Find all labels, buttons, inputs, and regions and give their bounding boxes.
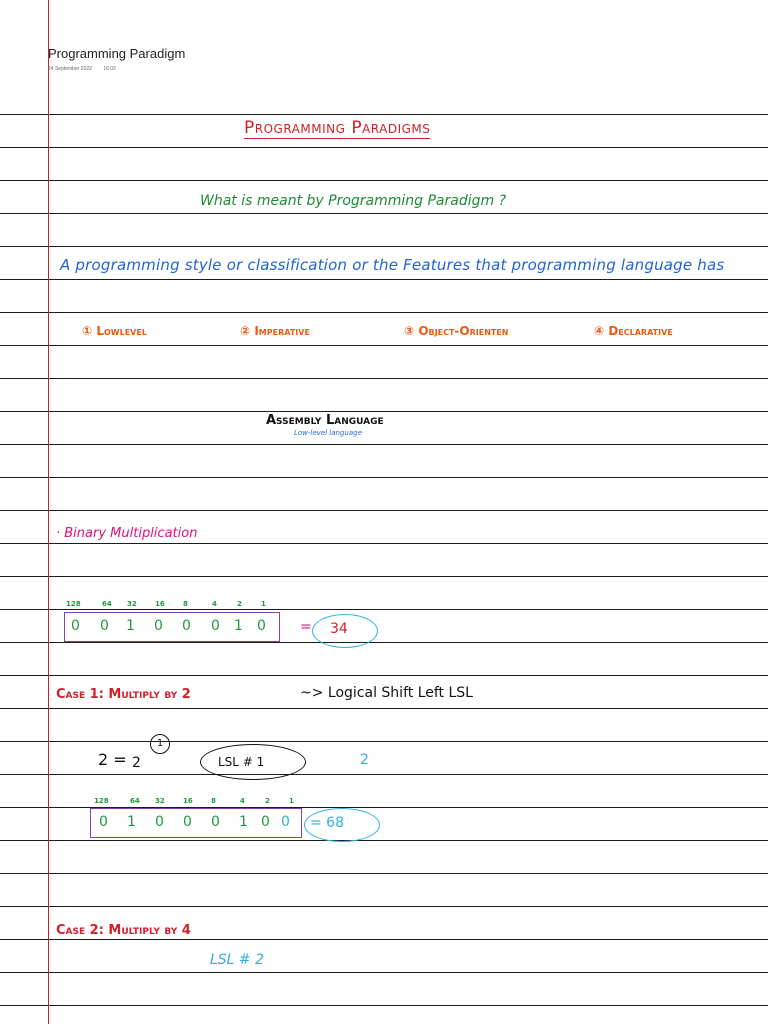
bit: 0 — [100, 618, 109, 634]
blue-two: 2 — [360, 752, 369, 768]
paradigm-item: ④ Declarative — [594, 324, 673, 338]
notes-heading: Programming Paradigms — [244, 118, 431, 138]
bit: 0 — [71, 618, 80, 634]
page-time: 16:02 — [103, 66, 116, 72]
notes-definition: A programming style or classification or the Features that programming language has — [60, 256, 725, 274]
bit: 1 — [239, 814, 248, 830]
place-value: 8 — [211, 797, 216, 805]
bit: 0 — [155, 814, 164, 830]
case1-label: Case 1: Multiply by 2 — [56, 687, 191, 702]
expo-base: 2 = — [98, 750, 127, 769]
place-values-row — [66, 600, 276, 610]
circled-exponent: 1 — [150, 734, 170, 754]
case1-description: ~> Logical Shift Left LSL — [300, 685, 473, 701]
place-value: 64 — [102, 600, 112, 608]
page-timestamp — [48, 66, 126, 72]
lsl1-text: LSL # 1 — [218, 755, 265, 769]
place-value: 2 — [265, 797, 270, 805]
place-value: 1 — [289, 797, 294, 805]
place-value: 2 — [237, 600, 242, 608]
place-value: 64 — [130, 797, 140, 805]
place-value: 32 — [155, 797, 165, 805]
bit: 0 — [281, 814, 290, 830]
bit: 0 — [261, 814, 270, 830]
bit: 0 — [99, 814, 108, 830]
bit: 0 — [211, 618, 220, 634]
lsl2-text: LSL # 2 — [210, 952, 265, 968]
binary-box-34 — [64, 612, 280, 642]
place-value: 16 — [155, 600, 165, 608]
bit: 0 — [182, 618, 191, 634]
place-values-row — [94, 797, 304, 807]
result-68: = 68 — [310, 815, 344, 831]
place-value: 128 — [94, 797, 109, 805]
paradigm-item: ② Imperative — [240, 324, 310, 338]
place-value: 1 — [261, 600, 266, 608]
place-value: 32 — [127, 600, 137, 608]
assembly-subtitle: Low-level language — [294, 429, 362, 437]
place-value: 16 — [183, 797, 193, 805]
paradigm-list — [82, 324, 722, 344]
place-value: 4 — [240, 797, 245, 805]
case2-label: Case 2: Multiply by 4 — [56, 923, 191, 938]
paradigm-item: ① Lowlevel — [82, 324, 147, 338]
place-value: 8 — [183, 600, 188, 608]
expo-power: 2 — [132, 755, 141, 771]
assembly-title: Assembly Language — [266, 413, 384, 428]
page-date: 24 September 2022 — [48, 66, 92, 72]
margin-line — [48, 0, 49, 1024]
bit: 1 — [126, 618, 135, 634]
binary-box-68 — [90, 808, 302, 838]
bit: 0 — [183, 814, 192, 830]
result-34: 34 — [330, 621, 348, 637]
binary-heading: · Binary Multiplication — [56, 526, 198, 541]
place-value: 128 — [66, 600, 81, 608]
bit: 0 — [257, 618, 266, 634]
paradigm-item: ③ Object-Orienten — [404, 324, 509, 338]
bit: 1 — [234, 618, 243, 634]
bit: 1 — [127, 814, 136, 830]
bit: 0 — [211, 814, 220, 830]
bit: 0 — [154, 618, 163, 634]
notes-question: What is meant by Programming Paradigm ? — [200, 193, 507, 209]
place-value: 4 — [212, 600, 217, 608]
page-title: Programming Paradigm — [48, 46, 186, 61]
equals-sign: = — [300, 619, 312, 635]
